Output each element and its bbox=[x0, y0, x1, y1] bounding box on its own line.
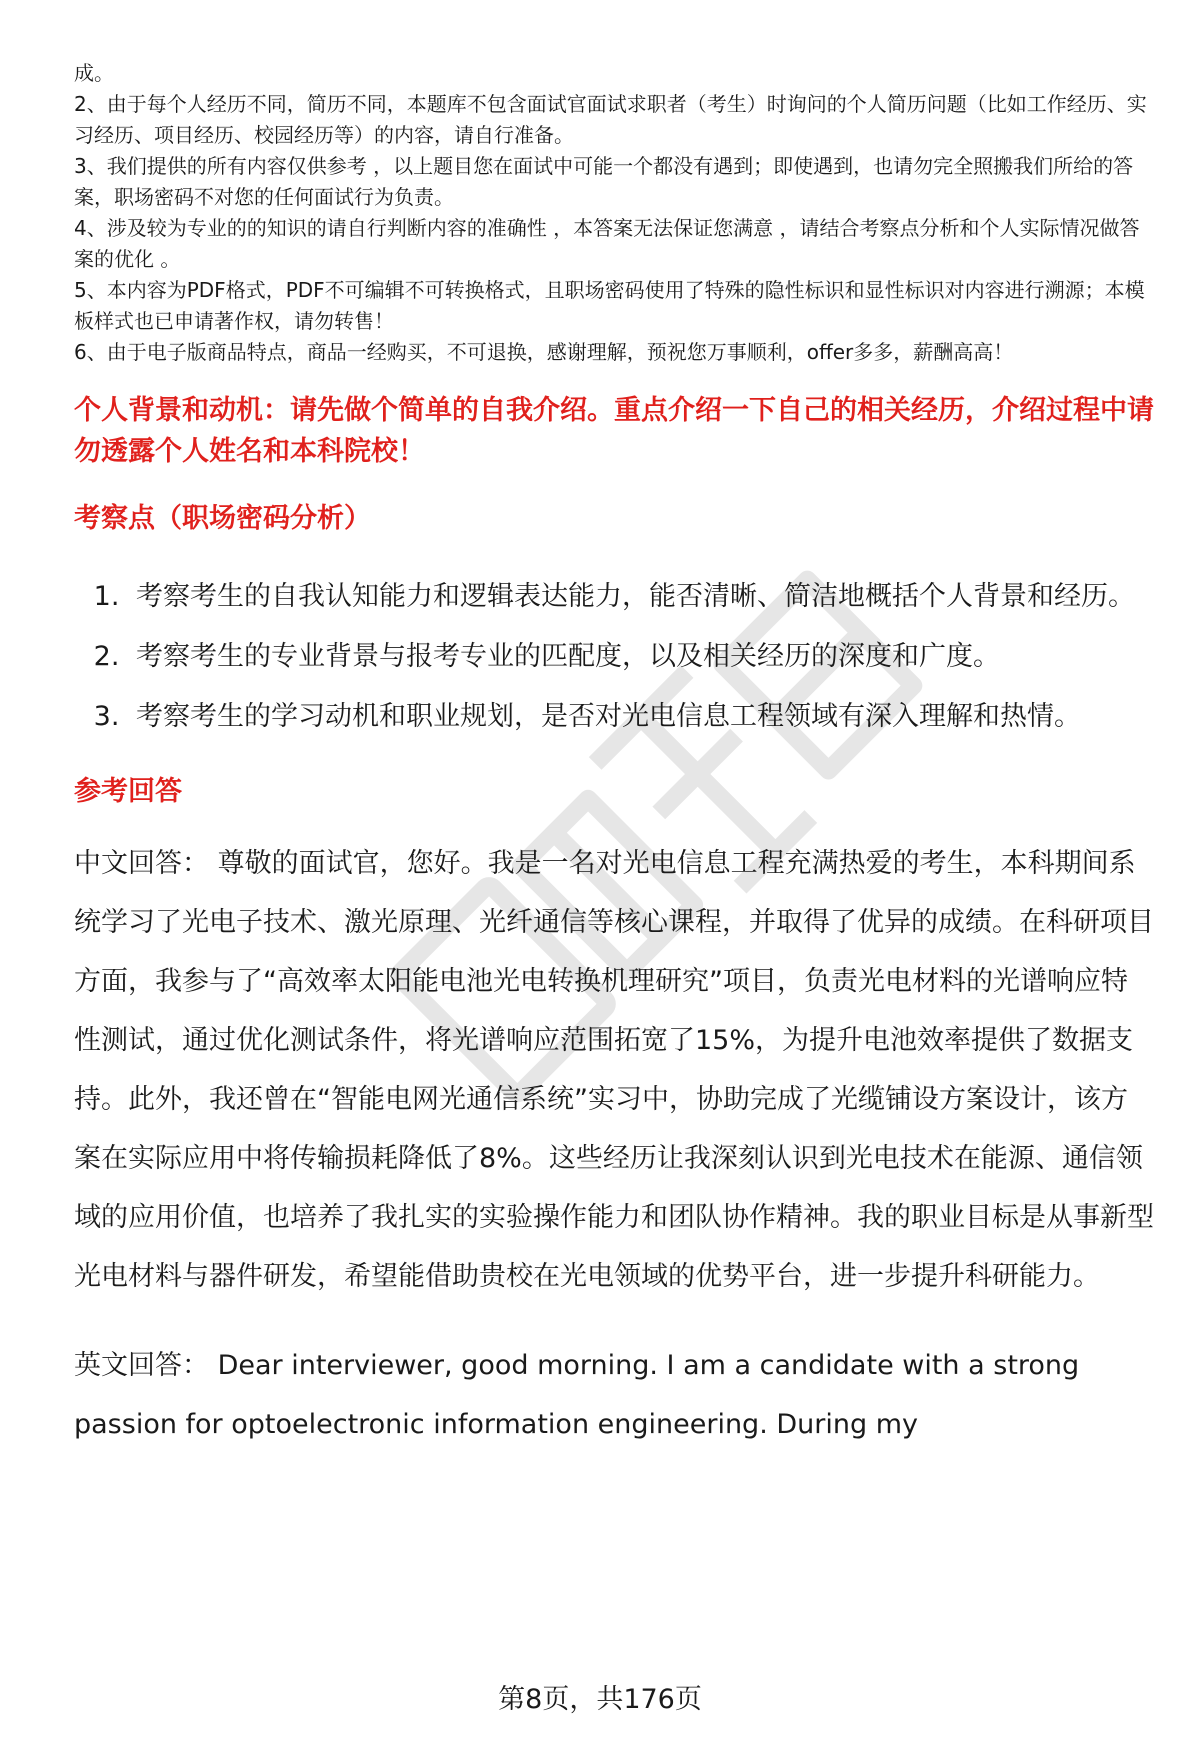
page-content bbox=[74, 58, 1154, 1454]
note-item: 成。 bbox=[74, 61, 114, 85]
answer-english: 英文回答： Dear interviewer, good morning. I am a candidate with a strong passion for optoelectronic information engineering. During my bbox=[74, 1350, 1080, 1440]
analysis-point: 3. 考察考生的学习动机和职业规划，是否对光电信息工程领域有深入理解和热情。 bbox=[128, 687, 1154, 747]
analysis-points bbox=[74, 567, 1154, 747]
answer-chinese: 中文回答： 尊敬的面试官，您好。我是一名对光电信息工程充满热爱的考生，本科期间系统学习了光电子技术、激光原理、光纤通信等核心课程，并取得了优异的成绩。在科研项目方面，我参与了“高效率太阳能电池光电转换机理研究”项目，负责光电材料的光谱响应特性测试，通过优化测试条件，将光谱响应范围拓宽了15%，为提升电池效率提供了数据支持。此外，我还曾在“智能电网光通信系统”实习中，协助完成了光缆铺设方案设计，该方案在实际应用中将传输损耗降低了8%。这些经历让我深刻认识到光电技术在能源、通信领域的应用价值，也培养了我扎实的实验操作能力和团队协作精神。我的职业目标是从事新型光电材料与器件研发，希望能借助贵校在光电领域的优势平台，进一步提升科研能力。 bbox=[74, 848, 1154, 1292]
note-item: 3、我们提供的所有内容仅供参考 ，以上题目您在面试中可能一个都没有遇到；即使遇到，也请勿完全照搬我们所给的答案，职场密码不对您的任何面试行为负责。 bbox=[74, 154, 1134, 209]
note-item: 2、由于每个人经历不同，简历不同，本题库不包含面试官面试求职者（考生）时询问的个人简历问题（比如工作经历、实习经历、项目经历、校园经历等）的内容，请自行准备。 bbox=[74, 92, 1147, 147]
question-heading: 个人背景和动机：请先做个简单的自我介绍。重点介绍一下自己的相关经历，介绍过程中请勿透露个人姓名和本科院校！ bbox=[74, 395, 1154, 467]
note-item: 4、涉及较为专业的的知识的请自行判断内容的准确性 ，本答案无法保证您满意 ，请结合考察点分析和个人实际情况做答案的优化 。 bbox=[74, 216, 1140, 271]
page-number: 第8页，共176页 bbox=[498, 1684, 702, 1715]
note-item: 6、由于电子版商品特点，商品一经购买，不可退换，感谢理解，预祝您万事顺利，offer多多，薪酬高高！ bbox=[74, 340, 1014, 364]
reference-heading: 参考回答 bbox=[74, 776, 182, 807]
analysis-point: 2. 考察考生的专业背景与报考专业的匹配度，以及相关经历的深度和广度。 bbox=[128, 627, 1154, 687]
analysis-heading: 考察点（职场密码分析） bbox=[74, 503, 371, 534]
note-item: 5、本内容为PDF格式，PDF不可编辑不可转换格式，且职场密码使用了特殊的隐性标识和显性标识对内容进行溯源；本模板样式也已申请著作权，请勿转售！ bbox=[74, 278, 1145, 333]
notes-list bbox=[74, 58, 1154, 368]
analysis-point: 1. 考察考生的自我认知能力和逻辑表达能力，能否清晰、简洁地概括个人背景和经历。 bbox=[128, 567, 1154, 627]
